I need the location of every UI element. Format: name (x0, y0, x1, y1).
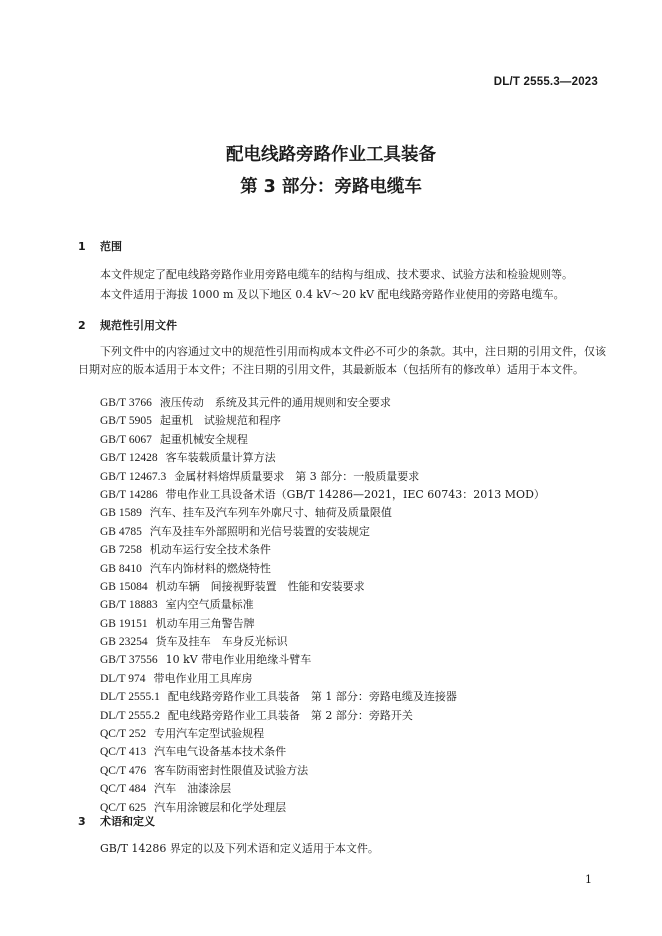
reference-title: 起重机 试验规范和程序 (159, 414, 281, 428)
reference-item (100, 762, 545, 780)
reference-code: QC/T 625 (100, 801, 147, 814)
reference-code: GB 15084 (100, 580, 148, 593)
reference-item (100, 523, 545, 541)
reference-code: GB 7258 (100, 544, 142, 557)
reference-code: GB/T 37556 (100, 654, 158, 667)
document-subtitle: 第 3 部分：旁路电缆车 (240, 177, 422, 197)
reference-title: 客车防雨密封性限值及试验方法 (154, 763, 309, 777)
section-title: 规范性引用文件 (100, 319, 177, 332)
reference-code: QC/T 484 (100, 783, 147, 796)
reference-title: 汽车及挂车外部照明和光信号装置的安装规定 (149, 524, 370, 538)
reference-title: 机动车用三角警告牌 (155, 616, 255, 630)
reference-code: GB 23254 (100, 636, 148, 649)
reference-item (100, 560, 545, 578)
reference-title: 起重机械安全规程 (159, 432, 248, 446)
reference-title: 配电线路旁路作业工具装备 第 2 部分：旁路开关 (167, 708, 413, 722)
references-intro: 下列文件中的内容通过文中的规范性引用而构成本文件必不可少的条款。其中，注日期的引用文件，仅该日期对应的版本适用于本文件；不注日期的引用文件，其最新版本（包括所有的修改单）适用于本文件。 (78, 345, 606, 376)
reference-item (100, 431, 545, 449)
reference-code: GB/T 12428 (100, 452, 158, 465)
reference-code: GB 19151 (100, 617, 148, 630)
reference-code: GB/T 18883 (100, 599, 158, 612)
reference-code: GB/T 5905 (100, 415, 152, 428)
terms-paragraph: GB/T 14286 界定的以及下列术语和定义适用于本文件。 (100, 842, 379, 855)
reference-title: 汽车、挂车及汽车列车外廓尺寸、轴荷及质量限值 (149, 506, 392, 520)
document-title: 配电线路旁路作业工具装备 (226, 145, 436, 165)
reference-title: 10 kV 带电作业用绝缘斗臂车 (165, 653, 312, 667)
page-number: 1 (585, 873, 592, 886)
reference-code: DL/T 2555.1 (100, 691, 160, 704)
reference-title: 机动车辆 间接视野装置 性能和安装要求 (155, 579, 365, 593)
reference-code: GB/T 14286 (100, 488, 158, 501)
reference-code: DL/T 2555.2 (100, 709, 160, 722)
reference-item (100, 394, 545, 412)
reference-code: GB 1589 (100, 507, 142, 520)
section-3-heading (78, 813, 155, 829)
reference-item (100, 633, 545, 651)
section-number: 2 (78, 319, 86, 332)
section-title: 范围 (100, 240, 122, 253)
section-number: 3 (78, 815, 86, 828)
reference-code: GB/T 3766 (100, 397, 152, 409)
reference-item (100, 799, 545, 817)
reference-code: QC/T 252 (100, 728, 147, 741)
reference-item (100, 725, 545, 743)
reference-code: GB 8410 (100, 562, 142, 575)
reference-item (100, 615, 545, 633)
reference-code: QC/T 476 (100, 764, 147, 777)
reference-code: GB/T 12467.3 (100, 470, 167, 483)
reference-title: 客车装载质量计算方法 (165, 451, 276, 465)
reference-title: 室内空气质量标准 (165, 598, 254, 612)
reference-item (100, 707, 545, 725)
reference-title: 汽车用涂镀层和化学处理层 (154, 800, 287, 814)
reference-item (100, 486, 545, 504)
reference-code: GB 4785 (100, 525, 142, 538)
reference-item (100, 468, 545, 486)
reference-item (100, 743, 545, 761)
reference-list (100, 394, 545, 817)
section-title: 术语和定义 (100, 815, 155, 828)
reference-title: 带电作业工具设备术语（GB/T 14286—2021，IEC 60743：2013 MOD） (165, 487, 545, 501)
section-2-heading (78, 317, 177, 333)
reference-code: QC/T 413 (100, 746, 147, 759)
reference-title: 机动车运行安全技术条件 (149, 543, 271, 557)
reference-item (100, 596, 545, 614)
reference-title: 带电作业用工具库房 (153, 671, 253, 685)
reference-item (100, 504, 545, 522)
reference-item (100, 780, 545, 798)
reference-title: 液压传动 系统及其元件的通用规则和安全要求 (159, 396, 391, 409)
reference-title: 汽车 油漆涂层 (154, 782, 232, 796)
reference-code: DL/T 974 (100, 672, 146, 685)
scope-paragraph: 本文件规定了配电线路旁路作业用旁路电缆车的结构与组成、技术要求、试验方法和检验规则等。 (100, 268, 573, 281)
reference-item (100, 412, 545, 430)
reference-title: 汽车电气设备基本技术条件 (154, 745, 287, 759)
reference-title: 货车及挂车 车身反光标识 (155, 635, 288, 649)
reference-item (100, 651, 545, 669)
reference-item (100, 578, 545, 596)
reference-item (100, 449, 545, 467)
standard-code: DL/T 2555.3—2023 (493, 76, 598, 88)
reference-title: 汽车内饰材料的燃烧特性 (149, 561, 271, 575)
section-1-heading (78, 238, 122, 254)
reference-title: 配电线路旁路作业工具装备 第 1 部分：旁路电缆及连接器 (167, 690, 457, 704)
reference-title: 专用汽车定型试验规程 (154, 727, 265, 741)
section-number: 1 (78, 240, 86, 253)
scope-paragraph: 本文件适用于海拔 1000 m 及以下地区 0.4 kV～20 kV 配电线路旁路作业使用的旁路电缆车。 (100, 288, 565, 301)
reference-item (100, 688, 545, 706)
reference-item (100, 541, 545, 559)
reference-item (100, 670, 545, 688)
reference-code: GB/T 6067 (100, 433, 152, 446)
reference-title: 金属材料熔焊质量要求 第 3 部分：一般质量要求 (174, 469, 420, 483)
